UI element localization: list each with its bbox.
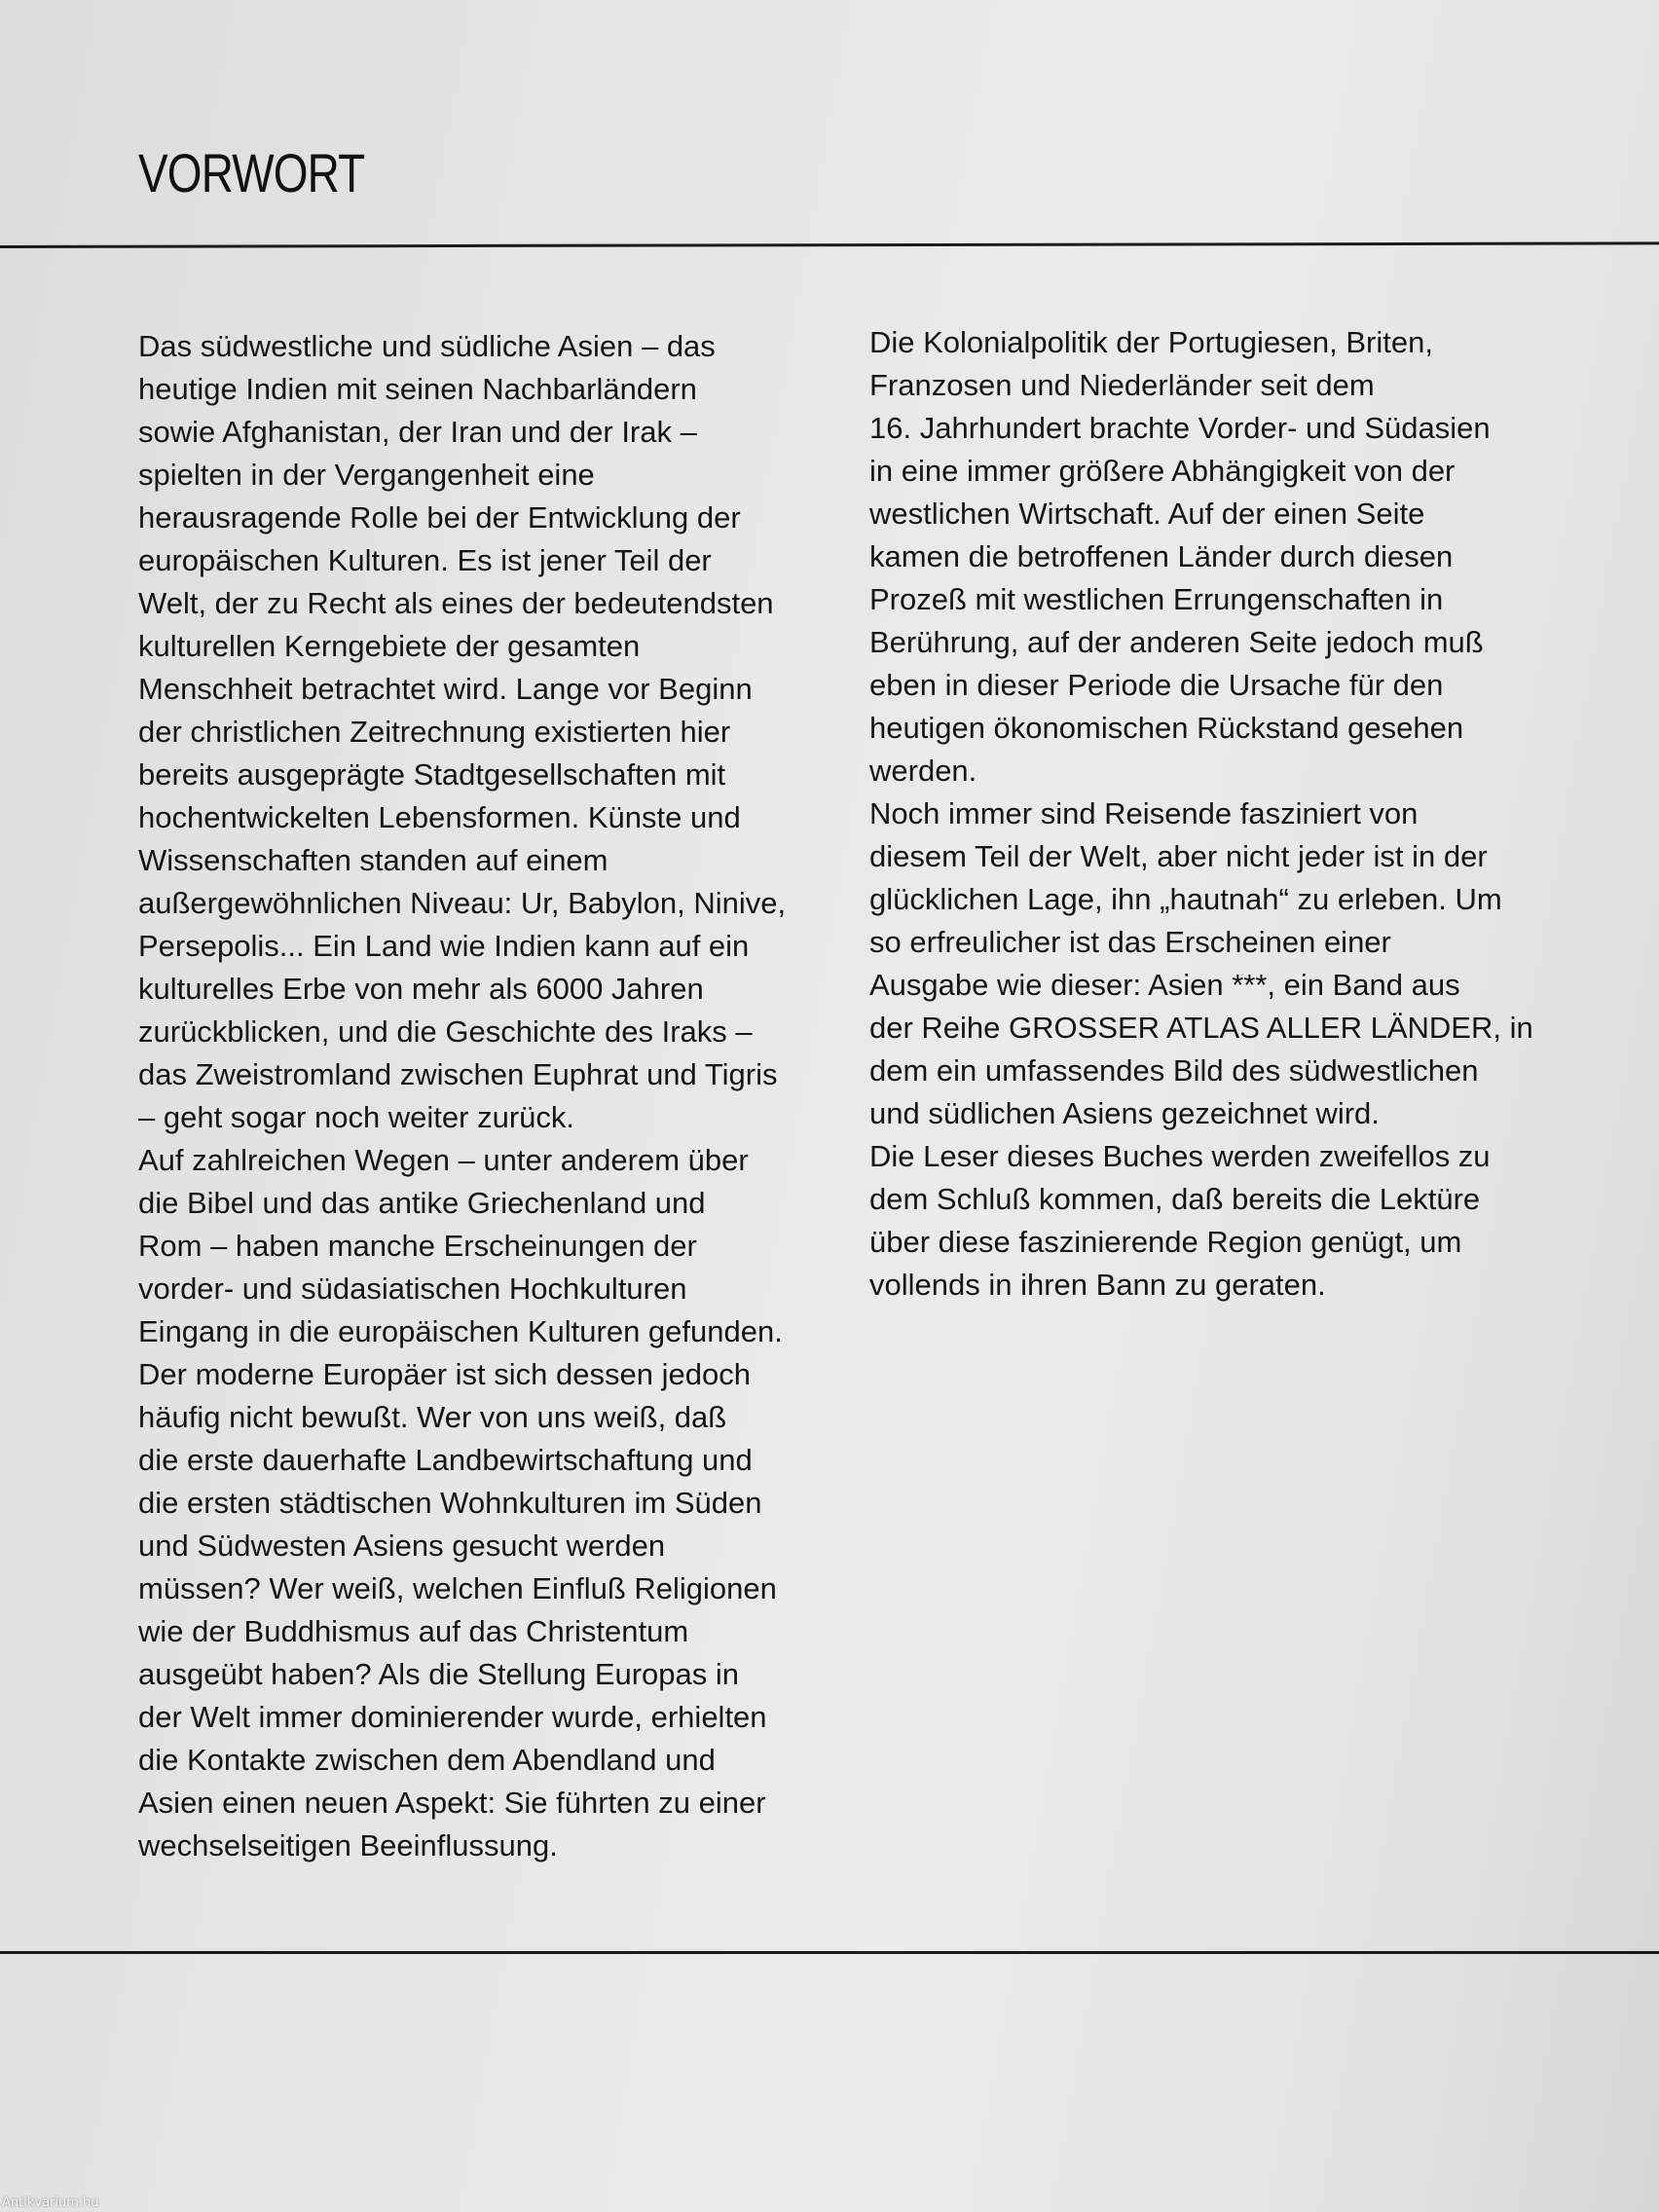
text-line: Welt, der zu Recht als eines der bedeutendsten <box>138 586 774 620</box>
text-line: Berührung, auf der anderen Seite jedoch muß <box>869 625 1484 659</box>
watermark: Antikvarium.hu <box>2 2195 99 2210</box>
text-line: die Kontakte zwischen dem Abendland und <box>138 1743 716 1777</box>
text-line: die Bibel und das antike Griechenland und <box>138 1186 706 1220</box>
left-text-column <box>138 325 820 1867</box>
text-line: heutige Indien mit seinen Nachbarländern <box>138 372 697 406</box>
text-line: außergewöhnlichen Niveau: Ur, Babylon, Ninive, <box>138 886 787 920</box>
text-line: wechselseitigen Beeinflussung. <box>138 1828 558 1862</box>
text-line: Rom – haben manche Erscheinungen der <box>138 1229 697 1263</box>
text-line: dem ein umfassendes Bild des südwestlichen <box>869 1053 1479 1088</box>
text-line: Prozeß mit westlichen Errungenschaften in <box>869 582 1444 616</box>
text-line: zurückblicken, und die Geschichte des Iraks – <box>138 1014 753 1049</box>
text-line: Persepolis... Ein Land wie Indien kann auf ein <box>138 929 750 963</box>
text-line: spielten in der Vergangenheit eine <box>138 458 595 492</box>
text-line: sowie Afghanistan, der Iran und der Irak – <box>138 415 697 449</box>
text-line: Auf zahlreichen Wegen – unter anderem über <box>138 1143 749 1177</box>
text-line: in eine immer größere Abhängigkeit von der <box>869 454 1456 488</box>
text-line: westlichen Wirtschaft. Auf der einen Seite <box>869 497 1425 531</box>
text-line: über diese faszinierende Region genügt, um <box>869 1225 1462 1259</box>
text-line: müssen? Wer weiß, welchen Einfluß Religionen <box>138 1571 777 1605</box>
text-line: das Zweistromland zwischen Euphrat und Tigris <box>138 1057 778 1091</box>
text-line: ausgeübt haben? Als die Stellung Europas in <box>138 1657 740 1691</box>
text-line: Wissenschaften standen auf einem <box>138 843 608 877</box>
text-line: die ersten städtischen Wohnkulturen im Süden <box>138 1486 762 1520</box>
text-line: kulturelles Erbe von mehr als 6000 Jahren <box>138 972 704 1006</box>
text-line: Das südwestliche und südliche Asien – das <box>138 329 716 363</box>
text-line: europäischen Kulturen. Es ist jener Teil der <box>138 543 712 577</box>
text-line: bereits ausgeprägte Stadtgesellschaften mit <box>138 757 726 792</box>
text-line: herausragende Rolle bei der Entwicklung der <box>138 500 741 535</box>
text-line: und südlichen Asiens gezeichnet wird. <box>869 1096 1380 1130</box>
text-line: Eingang in die europäischen Kulturen gefunden. <box>138 1314 783 1348</box>
text-line: vollends in ihren Bann zu geraten. <box>869 1268 1326 1302</box>
text-line: häufig nicht bewußt. Wer von uns weiß, daß <box>138 1400 727 1434</box>
text-line: der christlichen Zeitrechnung existierten hier <box>138 715 731 749</box>
page-title: VORWORT <box>138 142 365 203</box>
text-line: glücklichen Lage, ihn „hautnah“ zu erleben. Um <box>869 882 1502 916</box>
top-divider <box>0 241 1659 248</box>
text-line: kulturellen Kerngebiete der gesamten <box>138 629 641 663</box>
text-line: Franzosen und Niederländer seit dem <box>869 368 1375 402</box>
text-line: – geht sogar noch weiter zurück. <box>138 1100 575 1134</box>
text-line: 16. Jahrhundert brachte Vorder- und Südasien <box>869 411 1491 445</box>
text-line: und Südwesten Asiens gesucht werden <box>138 1529 666 1563</box>
text-line: werden. <box>869 754 977 788</box>
text-line: Menschheit betrachtet wird. Lange vor Beginn <box>138 672 753 706</box>
text-line: Ausgabe wie dieser: Asien ***, ein Band aus <box>869 968 1460 1002</box>
text-line: die erste dauerhafte Landbewirtschaftung und <box>138 1443 753 1477</box>
text-line: kamen die betroffenen Länder durch diesen <box>869 539 1454 573</box>
text-line: wie der Buddhismus auf das Christentum <box>138 1614 689 1648</box>
text-line: dem Schluß kommen, daß bereits die Lektüre <box>869 1182 1481 1216</box>
text-line: der Reihe GROSSER ATLAS ALLER LÄNDER, in <box>869 1011 1533 1045</box>
text-line: Asien einen neuen Aspekt: Sie führten zu einer <box>138 1786 766 1820</box>
text-line: der Welt immer dominierender wurde, erhielten <box>138 1700 767 1734</box>
text-line: heutigen ökonomischen Rückstand gesehen <box>869 711 1464 745</box>
text-line: Die Kolonialpolitik der Portugiesen, Briten, <box>869 325 1433 359</box>
bottom-divider <box>0 1951 1659 1954</box>
text-line: Der moderne Europäer ist sich dessen jedoch <box>138 1357 751 1391</box>
text-line: diesem Teil der Welt, aber nicht jeder ist in der <box>869 839 1488 873</box>
right-text-column <box>869 321 1551 1307</box>
text-line: Noch immer sind Reisende fasziniert von <box>869 796 1419 830</box>
text-line: eben in dieser Periode die Ursache für den <box>869 668 1444 702</box>
text-line: so erfreulicher ist das Erscheinen einer <box>869 925 1391 959</box>
text-line: Die Leser dieses Buches werden zweifellos zu <box>869 1139 1491 1173</box>
text-line: vorder- und südasiatischen Hochkulturen <box>138 1272 687 1306</box>
text-line: hochentwickelten Lebensformen. Künste und <box>138 800 741 834</box>
